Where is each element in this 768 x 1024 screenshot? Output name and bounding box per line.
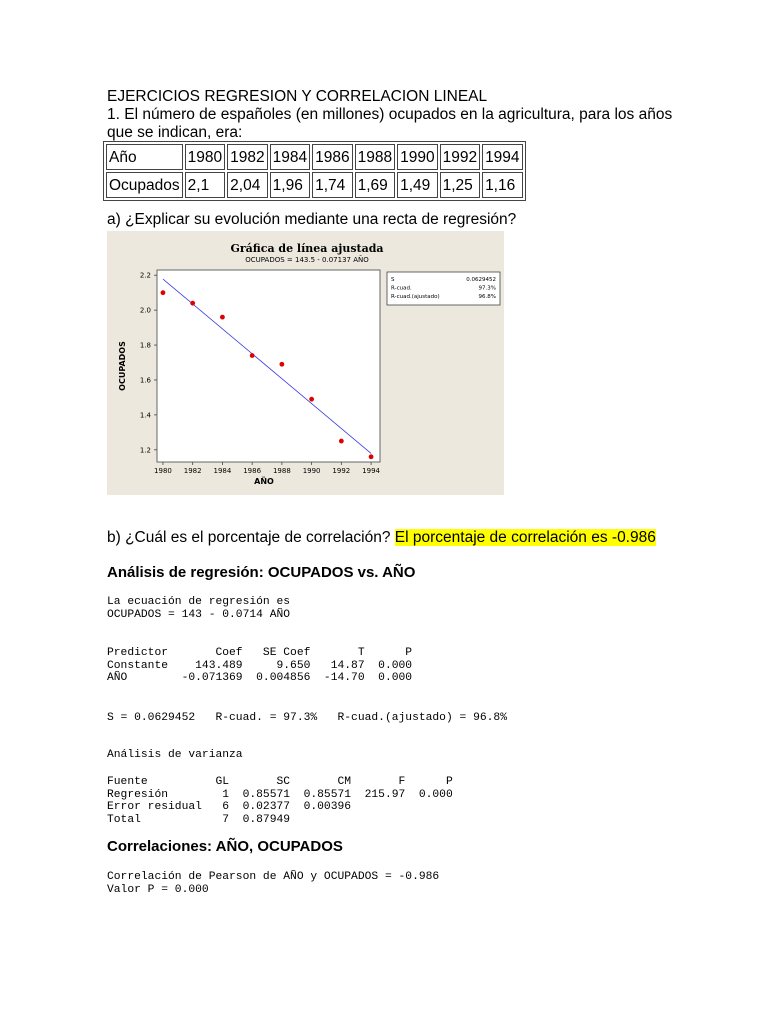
stat-label: R-cuad.(ajustado) xyxy=(391,294,440,300)
x-tick-label: 1980 xyxy=(154,467,172,475)
question-b xyxy=(107,529,656,547)
table-row-values xyxy=(106,172,523,198)
table-cell-value: 1,25 xyxy=(440,172,480,198)
table-cell-year: 1986 xyxy=(312,144,352,170)
chart-svg xyxy=(107,231,504,495)
regression-equation: La ecuación de regresión es OCUPADOS = 143 - 0.0714 AÑO xyxy=(107,596,291,621)
table-cell-value: 2,1 xyxy=(185,172,225,198)
x-tick-label: 1984 xyxy=(213,467,232,475)
y-tick-label: 1.6 xyxy=(139,376,151,385)
y-axis-label: OCUPADOS xyxy=(118,341,127,391)
stat-value: 97.3% xyxy=(478,285,496,292)
y-tick-label: 2.0 xyxy=(139,306,151,315)
table-cell-value: 1,69 xyxy=(355,172,395,198)
fitted-line-chart xyxy=(107,231,504,495)
table-cell-year: 1992 xyxy=(440,144,480,170)
table-cell-year: 1982 xyxy=(227,144,267,170)
stat-value: 96.8% xyxy=(478,294,496,300)
table-cell-value: 1,49 xyxy=(397,172,437,198)
data-point xyxy=(161,290,166,295)
table-cell-value: 1,96 xyxy=(270,172,310,198)
table-cell-year: 1994 xyxy=(482,144,522,170)
x-tick-label: 1986 xyxy=(243,467,262,475)
anova-table: Fuente GL SC CM F P Regresión 1 0.85571 0.85571 215.97 0.000 Error residual 6 0.02377 0.00396 Total 7 0.87949 xyxy=(107,776,453,826)
table-cell-label: Ocupados xyxy=(106,172,183,198)
chart-subtitle: OCUPADOS = 143.5 - 0.07137 AÑO xyxy=(245,256,369,264)
highlighted-answer: El porcentaje de correlación es -0.986 xyxy=(394,529,656,546)
stat-label: S xyxy=(391,277,395,283)
x-axis-label: AÑO xyxy=(254,477,274,486)
question-1-line-2: que se indican, era: xyxy=(107,124,243,141)
table-cell-label: Año xyxy=(106,144,183,170)
data-point xyxy=(190,301,195,306)
question-b-text: b) ¿Cuál es el porcentaje de correlación? xyxy=(107,529,391,546)
table-cell-year: 1984 xyxy=(270,144,310,170)
data-point xyxy=(279,362,284,367)
question-1-line-1: 1. El número de españoles (en millones) ocupados en la agricultura, para los años xyxy=(107,106,673,123)
data-point xyxy=(309,397,314,402)
correlation-result: Correlación de Pearson de AÑO y OCUPADOS = -0.986 Valor P = 0.000 xyxy=(107,871,440,896)
x-tick-label: 1994 xyxy=(362,467,380,475)
data-point xyxy=(369,454,374,459)
predictor-table: Predictor Coef SE Coef T P Constante 143.489 9.650 14.87 0.000 AÑO -0.071369 0.004856 -14.70 0.000 xyxy=(107,647,413,685)
y-tick-label: 1.8 xyxy=(139,341,151,350)
stat-label: R-cuad. xyxy=(391,285,412,292)
y-tick-label: 1.4 xyxy=(139,411,151,420)
y-tick-label: 2.2 xyxy=(139,271,151,280)
document-title: EJERCICIOS REGRESION Y CORRELACION LINEAL xyxy=(107,88,488,105)
x-tick-label: 1982 xyxy=(183,467,202,475)
anova-title: Análisis de varianza xyxy=(107,749,243,761)
y-tick-label: 1.2 xyxy=(139,446,151,455)
table-cell-value: 2,04 xyxy=(227,172,267,198)
x-tick-label: 1988 xyxy=(272,467,291,475)
correlation-heading: Correlaciones: AÑO, OCUPADOS xyxy=(107,838,343,855)
table-cell-year: 1980 xyxy=(185,144,225,170)
regression-heading: Análisis de regresión: OCUPADOS vs. AÑO xyxy=(107,564,416,581)
table-row-years xyxy=(106,144,523,170)
x-tick-label: 1992 xyxy=(332,467,351,475)
data-table xyxy=(103,141,526,201)
question-a: a) ¿Explicar su evolución mediante una recta de regresión? xyxy=(107,211,517,228)
x-tick-label: 1990 xyxy=(302,467,321,475)
table-cell-year: 1990 xyxy=(397,144,437,170)
table-cell-year: 1988 xyxy=(355,144,395,170)
chart-title: Gráfica de línea ajustada xyxy=(230,242,384,255)
data-point xyxy=(250,353,255,358)
data-point xyxy=(220,315,225,320)
table-cell-value: 1,16 xyxy=(482,172,522,198)
stat-value: 0.0629452 xyxy=(466,277,496,283)
data-point xyxy=(339,439,344,444)
fit-summary: S = 0.0629452 R-cuad. = 97.3% R-cuad.(ajustado) = 96.8% xyxy=(107,712,507,724)
table-cell-value: 1,74 xyxy=(312,172,352,198)
